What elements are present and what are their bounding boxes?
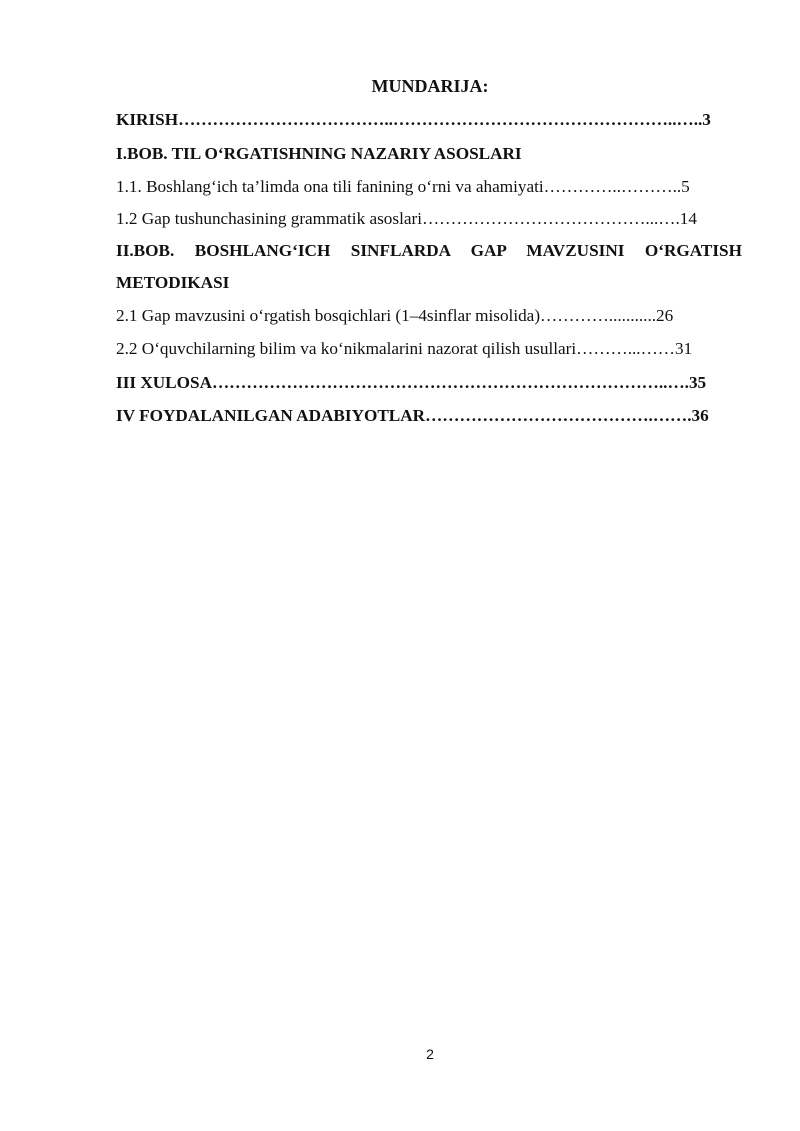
toc-entry-1-2: 1.2 Gap tushunchasining grammatik asoslari…………………………………...….14	[116, 209, 697, 228]
toc-entry-chapter-2: II.BOB. BOSHLANG‘ICH SINFLARDA GAP MAVZUSINI O‘RGATISH	[116, 241, 742, 260]
toc-entry-adabiyotlar: IV FOYDALANILGAN ADABIYOTLAR………………………………….…….36	[116, 406, 709, 425]
toc-entry-kirish: KIRISH………………………………..…………………………………………..…..3	[116, 110, 711, 129]
toc-entry-xulosa: III XULOSA……………………………………………………………………..….35	[116, 373, 707, 392]
toc-entry-chapter-1: I.BOB. TIL O‘RGATISHNING NAZARIY ASOSLARI	[116, 144, 522, 163]
toc-entry-2-2: 2.2 O‘quvchilarning bilim va ko‘nikmalarini nazorat qilish usullari………...……31	[116, 339, 693, 358]
toc-entry-1-1: 1.1. Boshlang‘ich ta’limda ona tili fanining o‘rni va ahamiyati…………..………..5	[116, 177, 690, 196]
toc-entry-2-1: 2.1 Gap mavzusini o‘rgatish bosqichlari (1–4sinflar misolida)…………...........26	[116, 306, 674, 325]
page-number: 2	[426, 1046, 434, 1062]
toc-title: MUNDARIJA:	[371, 76, 489, 96]
toc-entry-chapter-2-cont: METODIKASI	[116, 273, 230, 292]
